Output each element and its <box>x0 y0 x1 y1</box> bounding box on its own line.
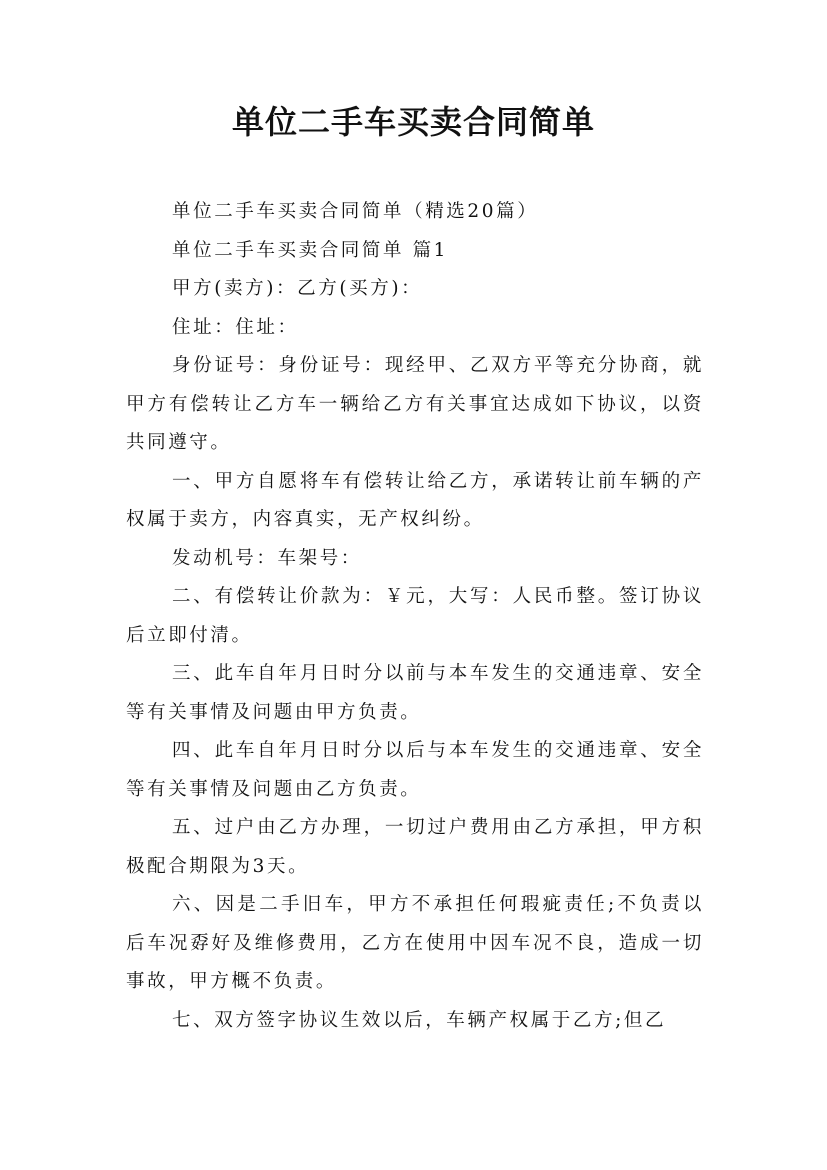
paragraph: 二、有偿转让价款为：￥元，大写：人民币整。签订协议后立即付清。 <box>126 586 704 646</box>
paragraph: 一、甲方自愿将车有偿转让给乙方，承诺转让前车辆的产权属于卖方，内容真实，无产权纠纷。 <box>126 470 704 530</box>
document-body <box>126 193 704 1040</box>
paragraph: 五、过户由乙方办理，一切过户费用由乙方承担，甲方积极配合期限为3天。 <box>126 817 704 877</box>
paragraph: 四、此车自年月日时分以后与本车发生的交通违章、安全等有关事情及问题由乙方负责。 <box>126 740 704 800</box>
paragraph: 三、此车自年月日时分以前与本车发生的交通违章、安全等有关事情及问题由甲方负责。 <box>126 663 704 723</box>
paragraph: 七、双方签字协议生效以后，车辆产权属于乙方;但乙 <box>172 1009 667 1031</box>
paragraph: 身份证号：身份证号：现经甲、乙双方平等充分协商，就甲方有偿转让乙方车一辆给乙方有关事宜达成如下协议，以资共同遵守。 <box>126 355 704 453</box>
paragraph: 单位二手车买卖合同简单 篇1 <box>172 239 449 261</box>
paragraph: 单位二手车买卖合同简单（精选20篇） <box>172 201 539 222</box>
paragraph: 发动机号：车架号： <box>172 547 362 569</box>
paragraph: 住址：住址： <box>172 316 299 338</box>
paragraph: 六、因是二手旧车，甲方不承担任何瑕疵责任;不负责以后车况孬好及维修费用，乙方在使用中因车况不良，造成一切事故，甲方概不负责。 <box>126 894 704 992</box>
paragraph: 甲方(卖方)：乙方(买方)： <box>172 278 423 299</box>
document-title: 单位二手车买卖合同简单 <box>231 103 595 141</box>
